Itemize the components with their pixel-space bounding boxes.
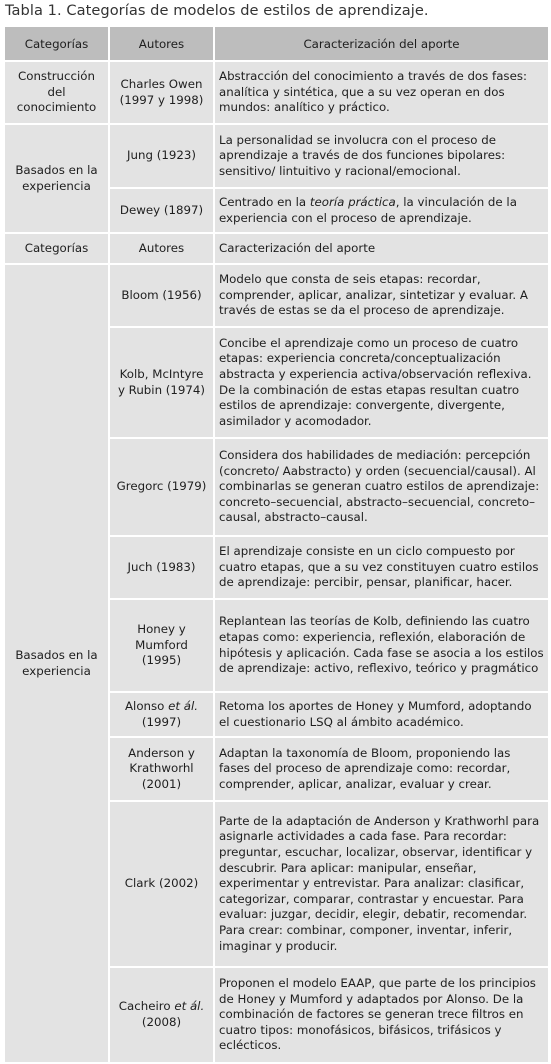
table-header-row bbox=[5, 27, 548, 62]
author-cell: Jung (1923) bbox=[110, 125, 215, 189]
description-text: , la vinculación de la experiencia con el proceso de aprendizaje. bbox=[219, 194, 517, 225]
author-emphasis: et ál. bbox=[168, 698, 199, 713]
header-caracterizacion: Caracterización del aporte bbox=[215, 27, 548, 62]
description-cell bbox=[215, 189, 548, 234]
author-cell: Anderson y Krathworhl (2001) bbox=[110, 738, 215, 802]
table-row bbox=[5, 62, 548, 125]
description-cell: Concibe el aprendizaje como un proceso de cuatro etapas: experiencia concreta/conceptualización abstracta y experiencia activa/observación reflexiva. De la combinación de estas etapas resultan cuatro estilos de aprendizaje: convergente, divergente, asimilador y acomodador. bbox=[215, 328, 548, 439]
category-cell: Construcción del conocimiento bbox=[5, 62, 110, 125]
category-cell: Basados en la experiencia bbox=[5, 265, 110, 1064]
subheader-caracterizacion: Caracterización del aporte bbox=[215, 234, 548, 265]
description-cell: Proponen el modelo EAAP, que parte de los principios de Honey y Mumford y adaptados por Alonso. De la combinación de factores se generan trece filtros en cuatro tipos: monofásicos, bifásicos, trifásicos y eclécticos. bbox=[215, 968, 548, 1064]
author-cell: Clark (2002) bbox=[110, 802, 215, 968]
description-cell: La personalidad se involucra con el proceso de aprendizaje a través de dos funciones bipolares: sensitivo/ lintuitivo y racional/emocional. bbox=[215, 125, 548, 189]
learning-styles-table bbox=[5, 27, 548, 1064]
description-cell: Retoma los aportes de Honey y Mumford, adoptando el cuestionario LSQ al ámbito académico. bbox=[215, 693, 548, 738]
author-cell: Gregorc (1979) bbox=[110, 439, 215, 537]
author-text: Cacheiro bbox=[118, 999, 175, 1014]
table-caption: Tabla 1. Categorías de modelos de estilos de aprendizaje. bbox=[5, 2, 429, 19]
description-cell: Replantean las teorías de Kolb, definiendo las cuatro etapas como: experiencia, reflexión, elaboración de hipótesis y aplicación. Cada fase se asocia a los estilos de aprendizaje: activo, reflexivo, teórico y pragmático bbox=[215, 600, 548, 693]
author-cell: Charles Owen (1997 y 1998) bbox=[110, 62, 215, 125]
description-cell: El aprendizaje consiste en un ciclo compuesto por cuatro etapas, que a su vez constituyen cuatro estilos de aprendizaje: percibir, pensar, planificar, hacer. bbox=[215, 537, 548, 600]
table-subheader-row bbox=[5, 234, 548, 265]
author-cell: Honey y Mumford (1995) bbox=[110, 600, 215, 693]
author-cell: Juch (1983) bbox=[110, 537, 215, 600]
author-cell: Kolb, McIntyre y Rubin (1974) bbox=[110, 328, 215, 439]
subheader-categorias: Categorías bbox=[5, 234, 110, 265]
author-text: (1997) bbox=[141, 714, 182, 729]
author-emphasis: et ál. bbox=[174, 999, 205, 1014]
description-cell: Adaptan la taxonomía de Bloom, proponiendo las fases del proceso de aprendizaje como: recordar, comprender, aplicar, analizar, evaluar y crear. bbox=[215, 738, 548, 802]
header-categorias: Categorías bbox=[5, 27, 110, 62]
subheader-autores: Autores bbox=[110, 234, 215, 265]
author-cell: Bloom (1956) bbox=[110, 265, 215, 328]
description-cell: Abstracción del conocimiento a través de dos fases: analítica y sintética, que a su vez operan en dos mundos: analítico y práctico. bbox=[215, 62, 548, 125]
author-cell: Dewey (1897) bbox=[110, 189, 215, 234]
category-cell: Basados en la experiencia bbox=[5, 125, 110, 234]
description-text: Centrado en la bbox=[219, 194, 310, 209]
header-autores: Autores bbox=[110, 27, 215, 62]
author-text: (2008) bbox=[141, 1015, 182, 1029]
author-text: Alonso bbox=[124, 698, 169, 713]
description-cell: Parte de la adaptación de Anderson y Krathworhl para asignarle actividades a cada fase. Para recordar: preguntar, escuchar, localizar, observar, identificar y descubrir. Para aplicar: manipular, enseñar, experimentar y entrevistar. Para analizar: clasificar, categorizar, comparar, contrastar y encuestar. Para evaluar: juzgar, decidir, elegir, debatir, recomendar. Para crear: combinar, componer, inventar, inferir, imaginar y producir. bbox=[215, 802, 548, 968]
table-row bbox=[5, 265, 548, 328]
author-cell bbox=[110, 968, 215, 1064]
description-emphasis: teoría práctica bbox=[309, 194, 396, 209]
table-row bbox=[5, 125, 548, 189]
description-cell: Modelo que consta de seis etapas: recordar, comprender, aplicar, analizar, sintetizar y evaluar. A través de estas se da el proceso de aprendizaje. bbox=[215, 265, 548, 328]
author-cell bbox=[110, 693, 215, 738]
description-cell: Considera dos habilidades de mediación: percepción (concreto/ Aabstracto) y orden (secuencial/causal). Al combinarlas se generan cuatro estilos de aprendizaje: concreto–secuencial, abstracto–secuencial, concreto–causal, abstracto–causal. bbox=[215, 439, 548, 537]
